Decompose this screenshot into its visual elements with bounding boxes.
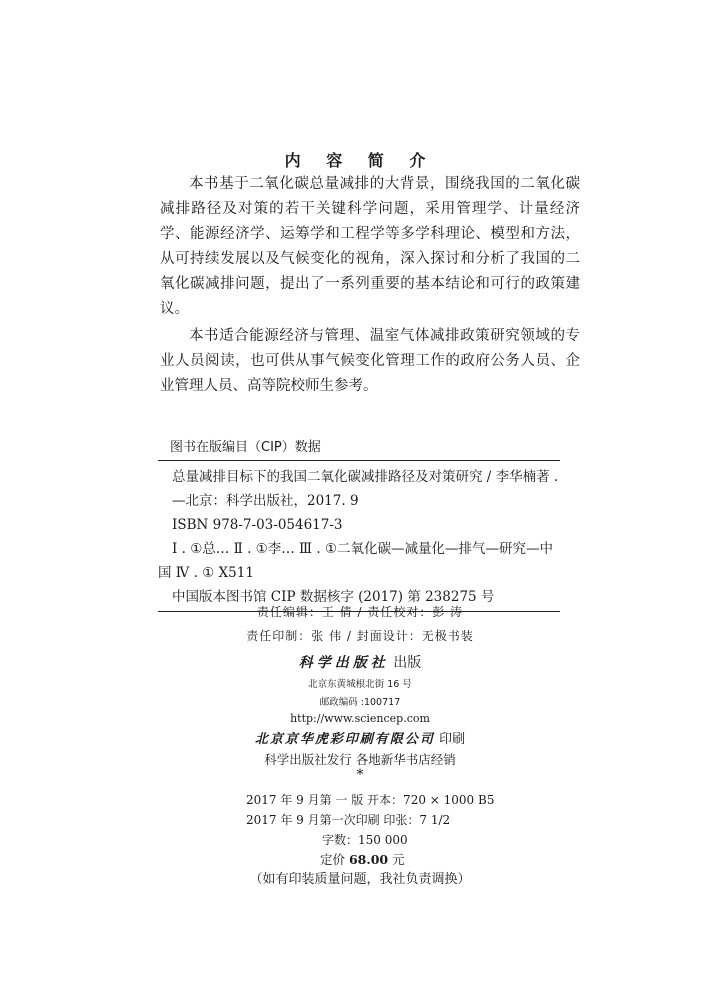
- distribution-line: 科学出版社发行 各地新华书店经销: [264, 752, 456, 767]
- publisher-url: http://www.sciencep.com: [290, 712, 430, 725]
- publisher-line: [0, 652, 720, 672]
- word-count: 字数：150 000: [322, 833, 408, 847]
- cip-title-line: 总量减排目标下的我国二氧化碳减排路径及对策研究 / 李华楠著 .: [172, 469, 559, 485]
- cip-block: [158, 438, 560, 612]
- price-line: [320, 850, 620, 870]
- cip-header: 图书在版编目（CIP）数据: [170, 440, 321, 455]
- publisher-name: 科学出版社: [298, 655, 389, 671]
- publisher-suffix: 出版: [388, 655, 422, 671]
- edition-line: 2017 年 9 月第 一 版 开本：720 × 1000 B5: [246, 793, 495, 807]
- summary-paragraph: 本书基于二氧化碳总量减排的大背景，围绕我国的二氧化碳减排路径及对策的若干关键科学问题，采用管理学、计量经济学、能源经济学、运筹学和工程学等多学科理论、模型和方法，从可持续发展以及气候变化的视角，深入探讨和分析了我国的二氧化碳减排问题，提出了一系列重要的基本结论和可行的政策建议。: [160, 176, 580, 317]
- price-value: 68.00: [348, 852, 389, 867]
- printing-line: 2017 年 9 月第一次印刷 印张：7 1/2: [246, 813, 451, 827]
- separator-star: *: [356, 767, 364, 783]
- price-unit: 元: [388, 852, 405, 867]
- summary-title: 内 容 简 介: [284, 151, 436, 170]
- publisher-address: 北京东黄城根北街 16 号: [308, 679, 412, 690]
- editor-credits: 责任编辑：王 倩 / 责任校对：彭 涛: [256, 605, 464, 619]
- summary-paragraph: 本书适合能源经济与管理、温室气体减排政策研究领域的专业人员阅读，也可供从事气候变化管理工作的政府公务人员、企业管理人员、高等院校师生参考。: [160, 328, 580, 394]
- publisher-postcode: 邮政编码 :100717: [319, 697, 401, 708]
- cip-publication-line: —北京：科学出版社，2017. 9: [172, 493, 359, 509]
- cip-classification-line: 国 Ⅳ . ① X511: [158, 565, 254, 581]
- cip-number: 中国版本图书馆 CIP 数据核字 (2017) 第 238275 号: [172, 589, 495, 605]
- printer-suffix: 印刷: [434, 732, 466, 747]
- price-label: 定价: [320, 852, 349, 867]
- printer-line: [0, 728, 720, 747]
- printer-name: 北京京华虎彩印刷有限公司: [254, 732, 435, 747]
- cip-isbn: ISBN 978-7-03-054617-3: [172, 517, 343, 533]
- production-credits: 责任印制：张 伟 / 封面设计：无极书装: [246, 629, 474, 643]
- quality-notice: （如有印装质量问题，我社负责调换）: [249, 872, 471, 887]
- cip-classification-line: Ⅰ . ①总… Ⅱ . ①李… Ⅲ . ①二氧化碳—减量化—排气—研究—中: [172, 541, 554, 557]
- summary-section: [160, 172, 580, 399]
